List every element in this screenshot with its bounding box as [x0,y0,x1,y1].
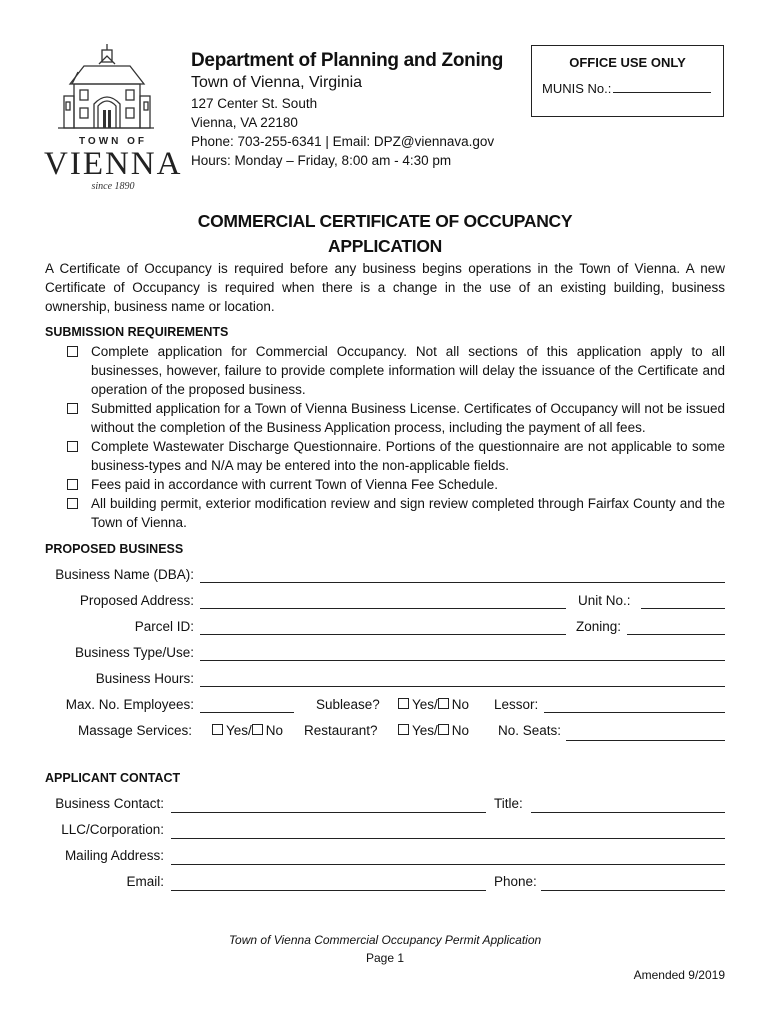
yes-label: Yes/ [226,723,252,738]
seats-label: No. Seats: [498,723,562,738]
no-label: No [451,723,470,738]
phone-label: Phone: [494,874,537,889]
unit-no-field[interactable] [641,608,725,609]
massage-services-label: Massage Services: [77,723,192,738]
parcel-id-label: Parcel ID: [134,619,194,634]
phone-field[interactable] [541,890,725,891]
zoning-label: Zoning: [576,619,622,634]
town-hall-logo-icon [44,44,154,134]
business-type-field[interactable] [200,660,725,661]
requirement-item [67,437,725,475]
munis-line[interactable] [613,80,711,93]
requirement-text: All building permit, exterior modification review and sign review completed through Fairfax County and the Town of Vienna. [91,496,725,530]
sublease-no-checkbox[interactable] [438,698,449,709]
checkbox[interactable] [67,441,78,452]
requirement-item [67,399,725,437]
llc-label: LLC/Corporation: [61,822,164,837]
lessor-label: Lessor: [494,697,539,712]
massage-options [212,723,283,738]
hours-line: Hours: Monday – Friday, 8:00 am - 4:30 pm [191,153,452,168]
business-contact-label: Business Contact: [55,796,164,811]
seats-field[interactable] [566,740,725,741]
email-label: Email: [126,874,164,889]
business-hours-label: Business Hours: [95,671,194,686]
form-title-line2: APPLICATION [327,236,442,256]
restaurant-yes-checkbox[interactable] [398,724,409,735]
mailing-address-label: Mailing Address: [64,848,164,863]
requirement-item [67,494,725,532]
office-use-title: OFFICE USE ONLY [569,55,686,70]
parcel-id-field[interactable] [200,634,566,635]
title-label: Title: [494,796,523,811]
requirement-text: Submitted application for a Town of Vienna Business License. Certificates of Occupancy will not be issued without the completion of the Business Application process, including the payment of all fees. [91,401,725,435]
business-name-field[interactable] [200,582,725,583]
restaurant-label: Restaurant? [304,723,378,738]
yes-label: Yes/ [412,723,438,738]
massage-yes-checkbox[interactable] [212,724,223,735]
checkbox[interactable] [67,479,78,490]
requirement-item [67,342,725,399]
munis-label: MUNIS No.: [542,81,612,96]
checkbox[interactable] [67,498,78,509]
business-name-label: Business Name (DBA): [55,567,194,582]
lessor-field[interactable] [544,712,725,713]
department-name: Department of Planning and Zoning [191,50,504,71]
checkbox[interactable] [67,403,78,414]
llc-field[interactable] [171,838,725,839]
footer-form-name: Town of Vienna Commercial Occupancy Permit Application [228,933,542,947]
logo-since: since 1890 [91,181,135,192]
max-employees-label: Max. No. Employees: [65,697,194,712]
yes-label: Yes/ [412,697,438,712]
amended-date: Amended 9/2019 [633,968,725,982]
submission-heading: SUBMISSION REQUIREMENTS [45,325,229,339]
munis-field[interactable] [542,80,711,96]
unit-no-label: Unit No.: [578,593,631,608]
sublease-label: Sublease? [316,697,380,712]
zoning-field[interactable] [627,634,725,635]
checkbox[interactable] [67,346,78,357]
sublease-yes-checkbox[interactable] [398,698,409,709]
address-line: 127 Center St. South [191,96,318,111]
email-field[interactable] [171,890,486,891]
proposed-address-label: Proposed Address: [79,593,194,608]
town-name: Town of Vienna, Virginia [191,74,363,91]
intro-paragraph: A Certificate of Occupancy is required before any business begins operations in the Town of Vienna. A new Certificate of Occupancy is required when there is a change in the use of an existing building, business ownership, business name or location. [45,261,725,314]
proposed-business-heading: PROPOSED BUSINESS [45,542,184,556]
no-label: No [265,723,284,738]
restaurant-no-checkbox[interactable] [438,724,449,735]
title-field[interactable] [531,812,725,813]
no-label: No [451,697,470,712]
requirement-text: Fees paid in accordance with current Town of Vienna Fee Schedule. [91,477,498,492]
requirement-text: Complete Wastewater Discharge Questionnaire. Portions of the questionnaire are not applicable to some business-types and N/A may be entered into the non-applicable fields. [91,439,725,473]
applicant-contact-heading: APPLICANT CONTACT [45,771,181,785]
page-number: Page 1 [365,951,405,965]
proposed-address-field[interactable] [200,608,566,609]
massage-no-checkbox[interactable] [252,724,263,735]
business-type-label: Business Type/Use: [74,645,194,660]
mailing-address-field[interactable] [171,864,725,865]
office-use-box [531,45,724,117]
phone-email-line: Phone: 703-255-6341 | Email: DPZ@viennava.gov [191,134,495,149]
address-line: Vienna, VA 22180 [191,115,298,130]
business-hours-field[interactable] [200,686,725,687]
logo-vienna: VIENNA [44,146,183,182]
requirement-text: Complete application for Commercial Occupancy. Not all sections of this application apply to all businesses, however, failure to provide complete information will delay the issuance of the Certificate and operation of the proposed business. [91,344,725,397]
business-contact-field[interactable] [171,812,486,813]
restaurant-options [398,723,469,738]
form-title-line1: COMMERCIAL CERTIFICATE OF OCCUPANCY [197,211,573,231]
max-employees-field[interactable] [200,712,294,713]
sublease-options [398,697,469,712]
requirement-item [67,475,725,494]
logo-town-of: TOWN OF [78,136,148,147]
